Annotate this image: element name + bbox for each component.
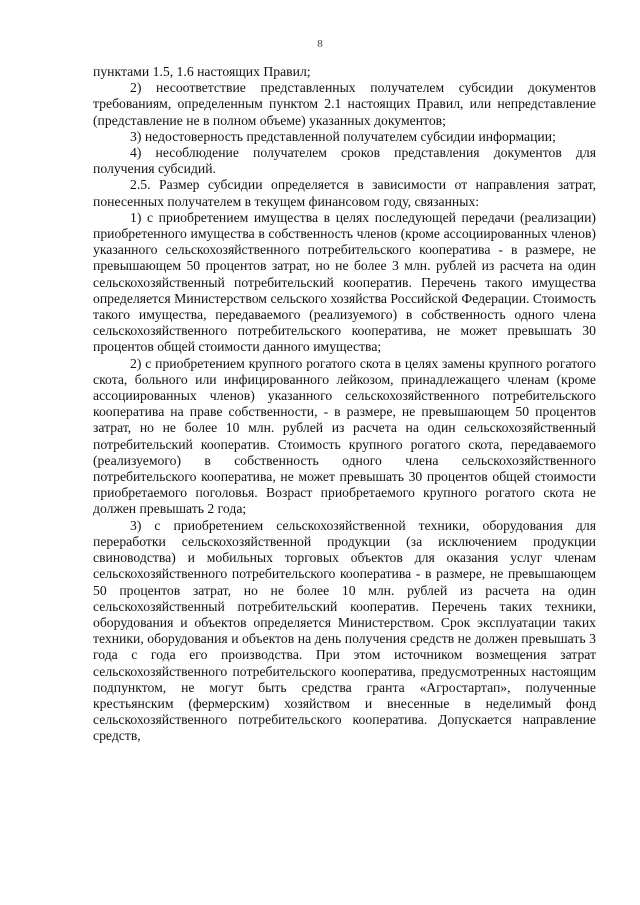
paragraph-continuation: пунктами 1.5, 1.6 настоящих Правил;: [93, 64, 311, 79]
paragraph-item-4: 4) несоблюдение получателем сроков представления документов для получения субсидий.: [93, 145, 596, 177]
paragraph-subitem-1: 1) с приобретением имущества в целях последующей передачи (реализации) приобретенного имущества в собственность членов (кроме ассоциированных членов) указанного сельскохозяйственного потребительского кооператива - в размере, не превышающем 50 процентов затрат, но не более 3 млн. рублей из расчета на один сельскохозяйственный потребительский кооператив. Перечень такого имущества определяется Министерством сельского хозяйства Российской Федерации. Стоимость такого имущества, передаваемого (реализуемого) в собственность одного члена сельскохозяйственного потребительского кооператива, не может превышать 30 процентов общей стоимости данного имущества;: [93, 209, 596, 355]
page-number: 8: [317, 38, 323, 50]
paragraph-section-2-5: 2.5. Размер субсидии определяется в зависимости от направления затрат, понесенных получателем в текущем финансовом году, связанных:: [93, 177, 596, 209]
paragraph-item-2: 2) несоответствие представленных получателем субсидии документов требованиям, определенным пунктом 2.1 настоящих Правил, или непредставление (представление не в полном объеме) указанных документов;: [93, 80, 596, 128]
paragraph-subitem-2: 2) с приобретением крупного рогатого скота в целях замены крупного рогатого скота, больного или инфицированного лейкозом, принадлежащего членам (кроме ассоциированных членов) указанного сельскохозяйственного потребительского кооператива на праве собственности, - в размере, не превышающем 50 процентов затрат, но не более 10 млн. рублей из расчета на один сельскохозяйственный потребительский кооператив. Стоимость крупного рогатого скота, передаваемого (реализуемого) в собственность одного члена сельскохозяйственного потребительского кооператива, не может превышать 30 процентов общей стоимости приобретаемого поголовья. Возраст приобретаемого крупного рогатого скота не должен превышать 2 года;: [93, 355, 596, 517]
document-body: [93, 64, 596, 745]
paragraph-subitem-3: 3) с приобретением сельскохозяйственной техники, оборудования для переработки сельскохозяйственной продукции (за исключением продукции свиноводства) и мобильных торговых объектов для оказания услуг членам сельскохозяйственного потребительского кооператива - в размере, не превышающем 50 процентов затрат, но не более 10 млн. рублей из расчета на один сельскохозяйственный потребительский кооператив. Перечень таких техники, оборудования и объектов определяется Министерством. Срок эксплуатации таких техники, оборудования и объектов на день получения средств не должен превышать 3 года с года его производства. При этом источником возмещения затрат сельскохозяйственного потребительского кооператива, предусмотренных настоящим подпунктом, не могут быть средства гранта «Агростартап», полученные крестьянским (фермерским) хозяйством и внесенные в неделимый фонд сельскохозяйственного потребительского кооператива. Допускается направление средств,: [93, 517, 596, 744]
paragraph-item-3: 3) недостоверность представленной получателем субсидии информации;: [130, 128, 556, 144]
